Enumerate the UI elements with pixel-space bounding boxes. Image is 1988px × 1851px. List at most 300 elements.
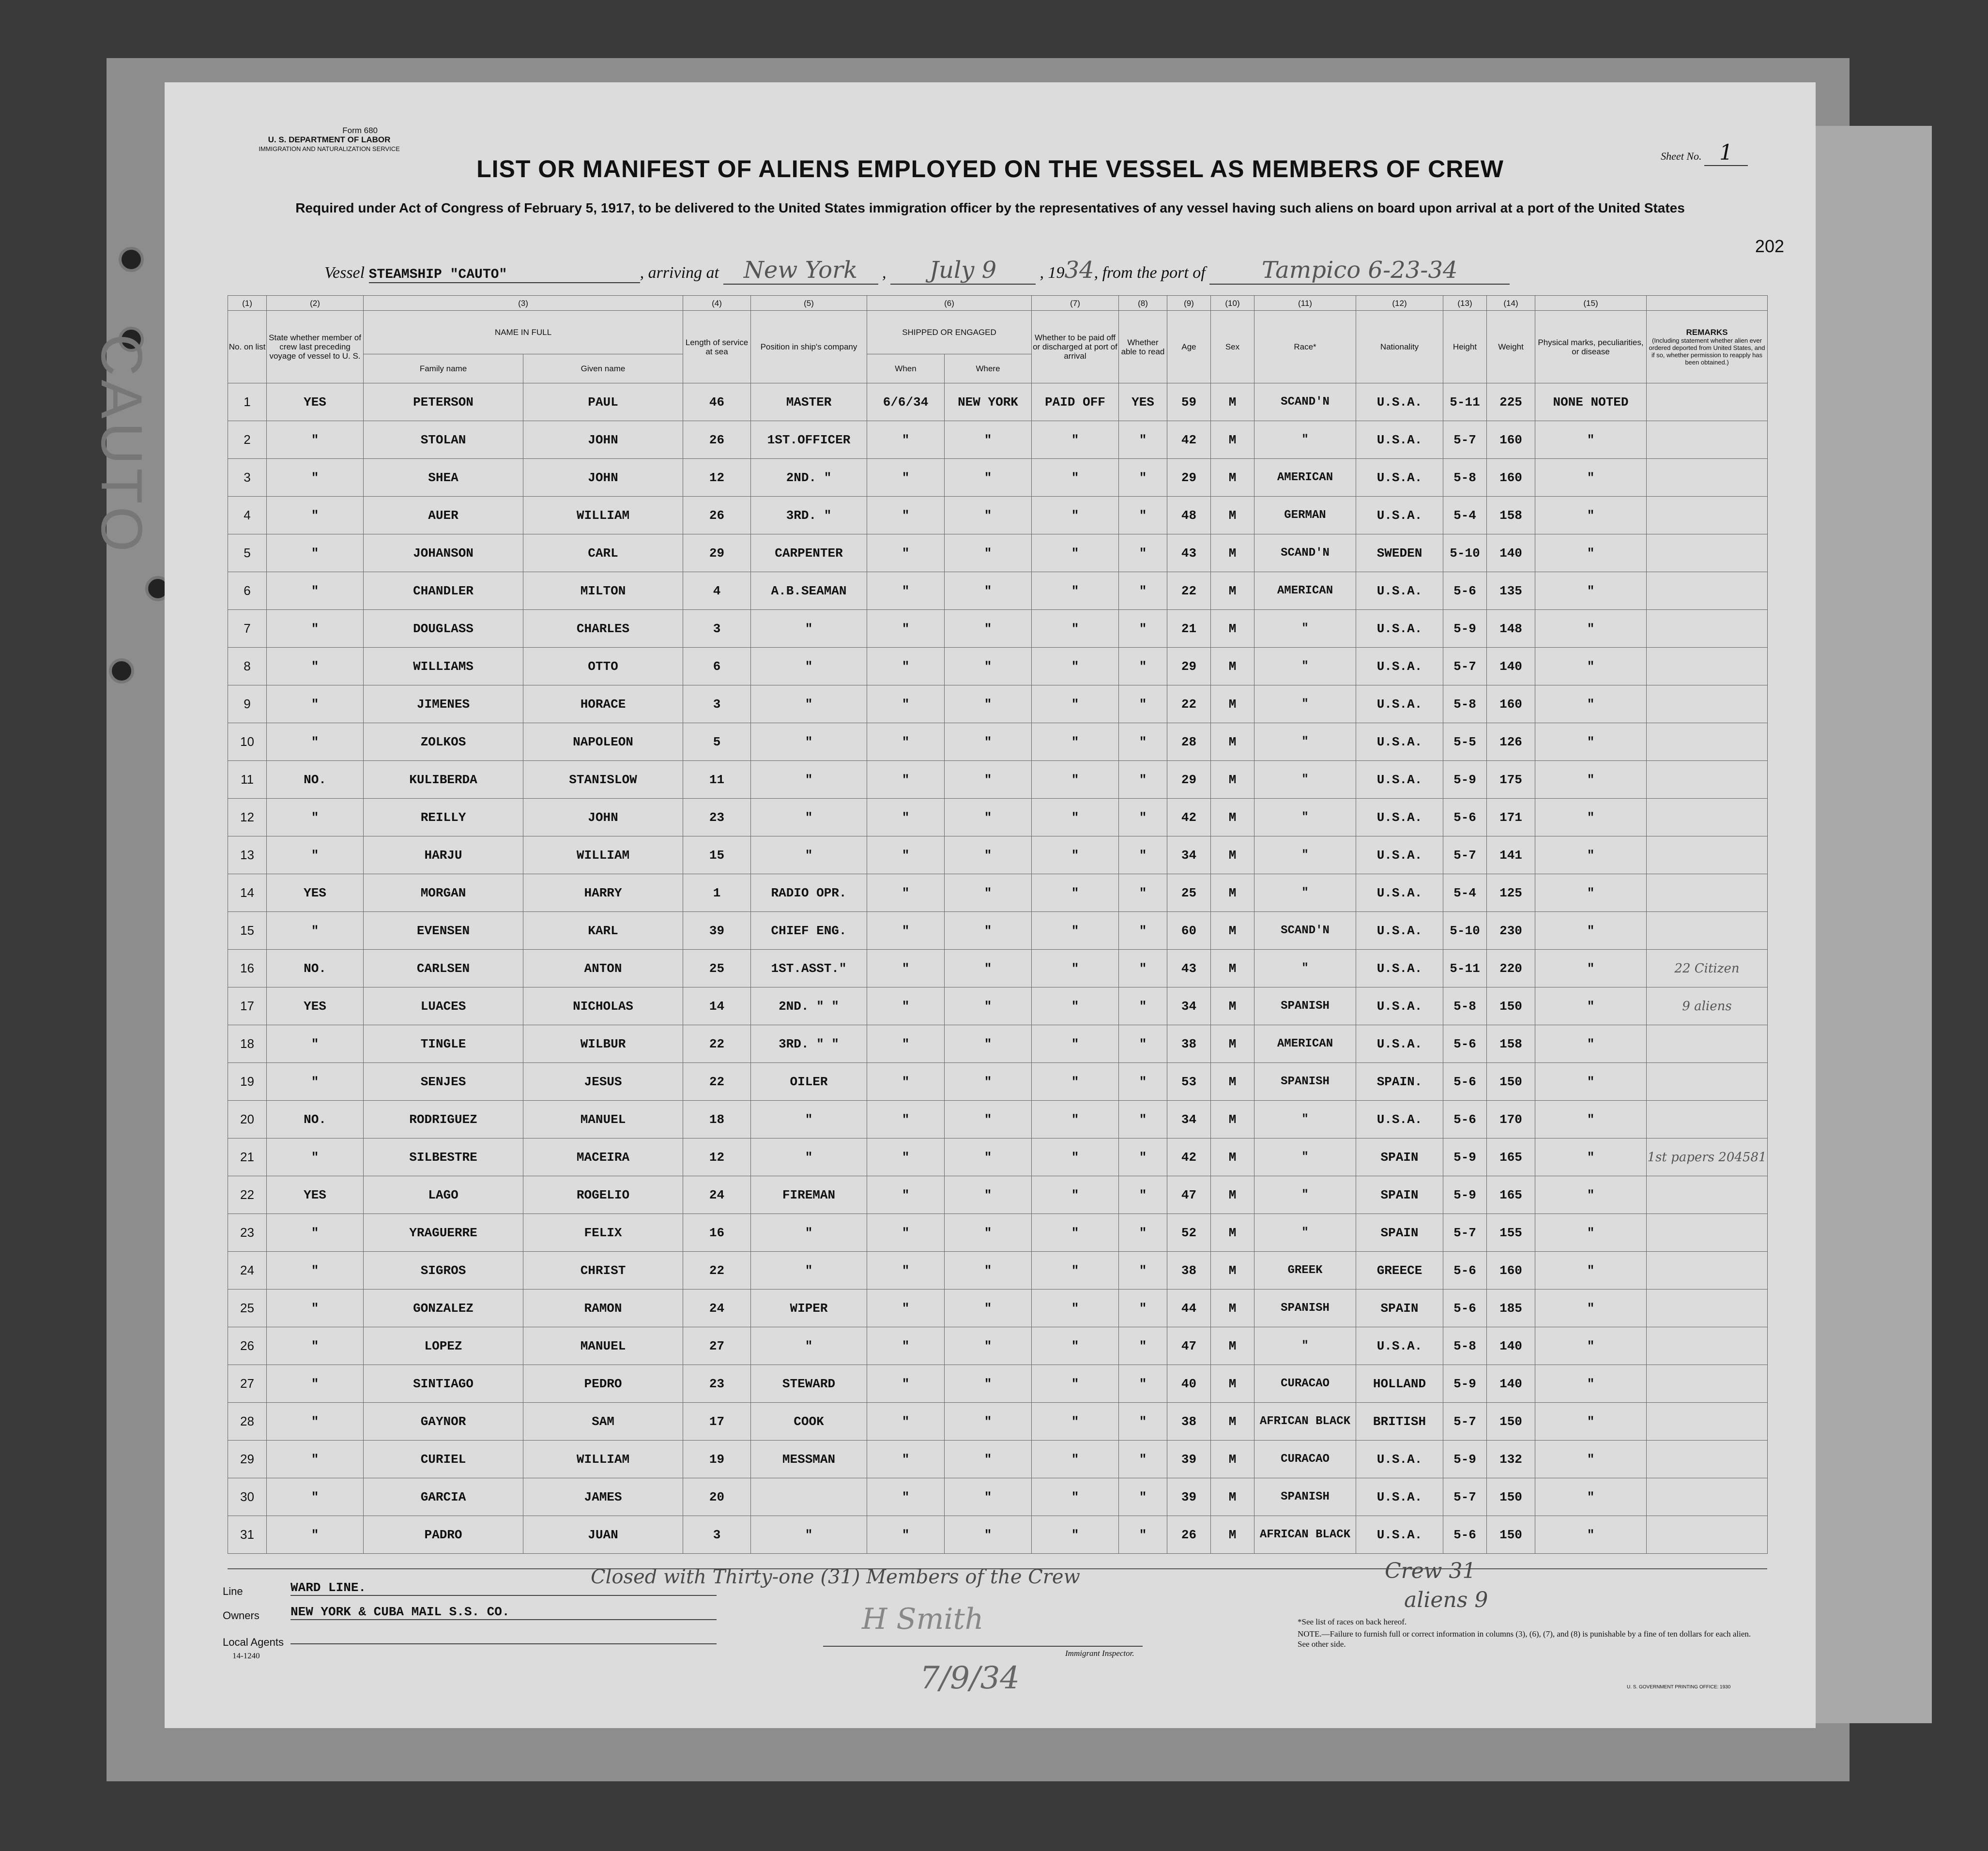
cell-race: " xyxy=(1254,1214,1356,1252)
cell-prev: " xyxy=(267,1441,364,1478)
manifest-page xyxy=(89,82,1816,1728)
cell-prev: " xyxy=(267,1290,364,1327)
cell-no: 10 xyxy=(228,723,267,761)
cell-sex: M xyxy=(1211,836,1254,874)
cell-height: 5-7 xyxy=(1443,1214,1487,1252)
cell-sex: M xyxy=(1211,1025,1254,1063)
cell-family: STOLAN xyxy=(364,421,523,459)
line-label: Line xyxy=(223,1585,243,1597)
table-row xyxy=(228,572,1768,610)
cell-remarks xyxy=(1647,497,1768,534)
cell-race: " xyxy=(1254,723,1356,761)
cell-weight: 158 xyxy=(1487,1025,1535,1063)
sheet-label: Sheet No. xyxy=(1661,150,1702,162)
cell-prev: " xyxy=(267,1403,364,1441)
cell-where: " xyxy=(945,874,1032,912)
cell-no: 13 xyxy=(228,836,267,874)
cell-remarks xyxy=(1647,685,1768,723)
cell-weight: 160 xyxy=(1487,1252,1535,1290)
colnum: (5) xyxy=(751,296,867,311)
cell-height: 5-10 xyxy=(1443,912,1487,950)
cell-height: 5-9 xyxy=(1443,1176,1487,1214)
form-code: 14-1240 xyxy=(232,1651,260,1660)
cell-nat: U.S.A. xyxy=(1356,459,1443,497)
cell-when: " xyxy=(867,1252,945,1290)
cell-when: " xyxy=(867,761,945,799)
cell-marks: " xyxy=(1535,761,1647,799)
cell-age: 38 xyxy=(1167,1403,1211,1441)
cell-weight: 125 xyxy=(1487,874,1535,912)
cell-position: " xyxy=(751,610,867,648)
cell-when: " xyxy=(867,1478,945,1516)
cell-remarks xyxy=(1647,459,1768,497)
cell-weight: 150 xyxy=(1487,1063,1535,1101)
cell-race: SCAND'N xyxy=(1254,534,1356,572)
cell-service: 24 xyxy=(683,1176,751,1214)
cell-age: 42 xyxy=(1167,421,1211,459)
cell-read: " xyxy=(1119,836,1167,874)
cell-age: 52 xyxy=(1167,1214,1211,1252)
cell-where: " xyxy=(945,1441,1032,1478)
table-row xyxy=(228,912,1768,950)
cell-nat: U.S.A. xyxy=(1356,572,1443,610)
cell-weight: 171 xyxy=(1487,799,1535,836)
header-paid-off: Whether to be paid off or discharged at port of arrival xyxy=(1032,311,1119,383)
cell-service: 22 xyxy=(683,1063,751,1101)
cell-given: MILTON xyxy=(523,572,683,610)
cell-age: 39 xyxy=(1167,1478,1211,1516)
vessel-name: STEAMSHIP "CAUTO" xyxy=(369,267,640,283)
cell-height: 5-11 xyxy=(1443,950,1487,987)
cell-height: 5-8 xyxy=(1443,987,1487,1025)
cell-service: 22 xyxy=(683,1252,751,1290)
cell-where: " xyxy=(945,1290,1032,1327)
cell-when: " xyxy=(867,799,945,836)
cell-when: " xyxy=(867,1365,945,1403)
cell-where: " xyxy=(945,1403,1032,1441)
cell-no: 14 xyxy=(228,874,267,912)
cell-family: PETERSON xyxy=(364,383,523,421)
cell-weight: 160 xyxy=(1487,459,1535,497)
cell-read: " xyxy=(1119,1478,1167,1516)
cell-family: WILLIAMS xyxy=(364,648,523,685)
cell-position: 2ND. " xyxy=(751,459,867,497)
cell-remarks xyxy=(1647,421,1768,459)
header-when: When xyxy=(867,354,945,383)
cell-paid: " xyxy=(1032,459,1119,497)
cell-read: " xyxy=(1119,912,1167,950)
cell-service: 4 xyxy=(683,572,751,610)
vessel-label: Vessel xyxy=(324,264,365,282)
cell-no: 16 xyxy=(228,950,267,987)
cell-height: 5-6 xyxy=(1443,799,1487,836)
cell-sex: M xyxy=(1211,1403,1254,1441)
cell-position: " xyxy=(751,1214,867,1252)
cell-race: AMERICAN xyxy=(1254,459,1356,497)
header-where: Where xyxy=(945,354,1032,383)
cell-given: MANUEL xyxy=(523,1327,683,1365)
cell-given: STANISLOW xyxy=(523,761,683,799)
cell-marks: " xyxy=(1535,648,1647,685)
cell-paid: " xyxy=(1032,1290,1119,1327)
cell-no: 28 xyxy=(228,1403,267,1441)
cell-given: FELIX xyxy=(523,1214,683,1252)
cell-marks: " xyxy=(1535,1063,1647,1101)
cell-prev: YES xyxy=(267,1176,364,1214)
cell-sex: M xyxy=(1211,1290,1254,1327)
cell-family: CURIEL xyxy=(364,1441,523,1478)
cell-sex: M xyxy=(1211,1101,1254,1138)
cell-marks: " xyxy=(1535,1516,1647,1554)
table-row xyxy=(228,1176,1768,1214)
cell-marks: " xyxy=(1535,723,1647,761)
table-row xyxy=(228,723,1768,761)
table-row xyxy=(228,383,1768,421)
cell-paid: " xyxy=(1032,685,1119,723)
cell-height: 5-5 xyxy=(1443,723,1487,761)
cell-read: " xyxy=(1119,1290,1167,1327)
cell-read: " xyxy=(1119,1516,1167,1554)
cell-given: ANTON xyxy=(523,950,683,987)
cell-prev: NO. xyxy=(267,761,364,799)
sheet-value: 1 xyxy=(1704,140,1748,166)
cell-read: " xyxy=(1119,950,1167,987)
header-race: Race* xyxy=(1254,311,1356,383)
table-row xyxy=(228,874,1768,912)
cell-remarks xyxy=(1647,761,1768,799)
arriving-label: , arriving at xyxy=(640,264,719,282)
header-service: Length of service at sea xyxy=(683,311,751,383)
cell-marks: " xyxy=(1535,685,1647,723)
cell-no: 20 xyxy=(228,1101,267,1138)
cell-where: " xyxy=(945,534,1032,572)
header-marks: Physical marks, peculiarities, or disease xyxy=(1535,311,1647,383)
colnum: (4) xyxy=(683,296,751,311)
cell-no: 2 xyxy=(228,421,267,459)
cell-when: " xyxy=(867,950,945,987)
cell-given: JOHN xyxy=(523,799,683,836)
cell-sex: M xyxy=(1211,685,1254,723)
cell-no: 31 xyxy=(228,1516,267,1554)
stamp-number: 202 xyxy=(1755,236,1784,256)
cell-where: " xyxy=(945,459,1032,497)
cell-no: 3 xyxy=(228,459,267,497)
from-label: , from the port of xyxy=(1094,264,1206,282)
cell-paid: " xyxy=(1032,421,1119,459)
cell-family: AUER xyxy=(364,497,523,534)
cell-age: 22 xyxy=(1167,572,1211,610)
cell-height: 5-4 xyxy=(1443,874,1487,912)
cell-given: WILLIAM xyxy=(523,836,683,874)
cell-position: " xyxy=(751,685,867,723)
cell-read: " xyxy=(1119,1403,1167,1441)
cell-service: 15 xyxy=(683,836,751,874)
cell-when: " xyxy=(867,1441,945,1478)
cell-nat: SPAIN xyxy=(1356,1138,1443,1176)
cell-paid: " xyxy=(1032,1101,1119,1138)
cell-race: CURACAO xyxy=(1254,1365,1356,1403)
cell-height: 5-6 xyxy=(1443,1101,1487,1138)
cell-when: 6/6/34 xyxy=(867,383,945,421)
colnum xyxy=(1647,296,1768,311)
cell-height: 5-10 xyxy=(1443,534,1487,572)
cell-read: " xyxy=(1119,497,1167,534)
cell-given: JUAN xyxy=(523,1516,683,1554)
cell-read: " xyxy=(1119,761,1167,799)
cell-read: " xyxy=(1119,685,1167,723)
cell-given: JAMES xyxy=(523,1478,683,1516)
remarks-title: REMARKS xyxy=(1686,328,1728,337)
line-value: WARD LINE. xyxy=(291,1580,717,1596)
column-number-row xyxy=(228,296,1768,311)
cell-sex: M xyxy=(1211,459,1254,497)
header-read: Whether able to read xyxy=(1119,311,1167,383)
cell-paid: " xyxy=(1032,648,1119,685)
cell-position: 3RD. " " xyxy=(751,1025,867,1063)
cell-age: 53 xyxy=(1167,1063,1211,1101)
cell-marks: " xyxy=(1535,1403,1647,1441)
cell-weight: 126 xyxy=(1487,723,1535,761)
cell-read: " xyxy=(1119,1138,1167,1176)
cell-service: 39 xyxy=(683,912,751,950)
cell-age: 29 xyxy=(1167,761,1211,799)
cell-paid: " xyxy=(1032,1365,1119,1403)
cell-remarks xyxy=(1647,874,1768,912)
cell-where: " xyxy=(945,950,1032,987)
cell-read: " xyxy=(1119,1176,1167,1214)
cell-prev: " xyxy=(267,836,364,874)
cell-given: JESUS xyxy=(523,1063,683,1101)
cell-given: HORACE xyxy=(523,685,683,723)
cell-height: 5-6 xyxy=(1443,1516,1487,1554)
cell-height: 5-9 xyxy=(1443,610,1487,648)
cell-when: " xyxy=(867,1327,945,1365)
cell-height: 5-6 xyxy=(1443,1063,1487,1101)
cell-family: EVENSEN xyxy=(364,912,523,950)
cell-position: 1ST.ASST." xyxy=(751,950,867,987)
printer-imprint: U. S. GOVERNMENT PRINTING OFFICE: 1930 xyxy=(1627,1684,1731,1690)
table-row xyxy=(228,836,1768,874)
cell-service: 46 xyxy=(683,383,751,421)
cell-sex: M xyxy=(1211,421,1254,459)
cell-read: " xyxy=(1119,1063,1167,1101)
cell-service: 3 xyxy=(683,610,751,648)
cell-service: 27 xyxy=(683,1327,751,1365)
cell-prev: " xyxy=(267,1327,364,1365)
cell-age: 42 xyxy=(1167,1138,1211,1176)
cell-paid: " xyxy=(1032,912,1119,950)
cell-nat: U.S.A. xyxy=(1356,421,1443,459)
cell-nat: SPAIN xyxy=(1356,1176,1443,1214)
cell-where: " xyxy=(945,610,1032,648)
cell-family: YRAGUERRE xyxy=(364,1214,523,1252)
table-row xyxy=(228,1441,1768,1478)
cell-when: " xyxy=(867,685,945,723)
cell-age: 34 xyxy=(1167,987,1211,1025)
cell-marks: " xyxy=(1535,836,1647,874)
cell-nat: HOLLAND xyxy=(1356,1365,1443,1403)
table-row xyxy=(228,459,1768,497)
cell-age: 34 xyxy=(1167,1101,1211,1138)
table-row xyxy=(228,950,1768,987)
cell-service: 23 xyxy=(683,1365,751,1403)
cell-weight: 160 xyxy=(1487,685,1535,723)
cell-position: " xyxy=(751,761,867,799)
cell-service: 24 xyxy=(683,1290,751,1327)
crew-manifest-table xyxy=(228,295,1768,1554)
cell-given: WILLIAM xyxy=(523,497,683,534)
cell-age: 44 xyxy=(1167,1290,1211,1327)
cell-marks: " xyxy=(1535,1441,1647,1478)
cell-family: SIGROS xyxy=(364,1252,523,1290)
cell-age: 43 xyxy=(1167,534,1211,572)
cell-family: MORGAN xyxy=(364,874,523,912)
cell-service: 3 xyxy=(683,685,751,723)
cell-race: " xyxy=(1254,648,1356,685)
arriving-port: New York xyxy=(723,257,878,285)
cell-paid: " xyxy=(1032,610,1119,648)
cell-paid: " xyxy=(1032,1403,1119,1441)
cell-where: " xyxy=(945,1138,1032,1176)
cell-sex: M xyxy=(1211,1138,1254,1176)
cell-remarks: 22 Citizen xyxy=(1647,950,1768,987)
cell-marks: " xyxy=(1535,1214,1647,1252)
cell-race: " xyxy=(1254,761,1356,799)
cell-position: " xyxy=(751,1327,867,1365)
cell-given: MANUEL xyxy=(523,1101,683,1138)
table-row xyxy=(228,497,1768,534)
header-family-name: Family name xyxy=(364,354,523,383)
cell-race: " xyxy=(1254,1176,1356,1214)
cell-read: " xyxy=(1119,874,1167,912)
cell-remarks xyxy=(1647,1063,1768,1101)
cell-nat: SPAIN xyxy=(1356,1290,1443,1327)
cell-family: RODRIGUEZ xyxy=(364,1101,523,1138)
cell-given: CARL xyxy=(523,534,683,572)
cell-marks: " xyxy=(1535,799,1647,836)
department-name: U. S. DEPARTMENT OF LABOR xyxy=(268,135,391,144)
cell-read: " xyxy=(1119,1101,1167,1138)
cell-marks: " xyxy=(1535,987,1647,1025)
cell-paid: " xyxy=(1032,987,1119,1025)
cell-marks: " xyxy=(1535,534,1647,572)
cell-given: RAMON xyxy=(523,1290,683,1327)
cell-service: 17 xyxy=(683,1403,751,1441)
cell-marks: " xyxy=(1535,1327,1647,1365)
cell-service: 16 xyxy=(683,1214,751,1252)
cell-height: 5-9 xyxy=(1443,1138,1487,1176)
cell-race: " xyxy=(1254,1327,1356,1365)
cell-service: 12 xyxy=(683,459,751,497)
cell-nat: SPAIN xyxy=(1356,1214,1443,1252)
cell-remarks xyxy=(1647,723,1768,761)
cell-when: " xyxy=(867,1516,945,1554)
cell-height: 5-8 xyxy=(1443,459,1487,497)
cell-read: YES xyxy=(1119,383,1167,421)
cell-read: " xyxy=(1119,799,1167,836)
cell-weight: 140 xyxy=(1487,1365,1535,1403)
cell-no: 22 xyxy=(228,1176,267,1214)
cell-paid: " xyxy=(1032,761,1119,799)
cell-no: 11 xyxy=(228,761,267,799)
cell-position: 2ND. " " xyxy=(751,987,867,1025)
race-note: *See list of races on back hereof. xyxy=(1298,1617,1407,1626)
cell-position: " xyxy=(751,1516,867,1554)
cell-sex: M xyxy=(1211,1252,1254,1290)
header-row-1 xyxy=(228,311,1768,354)
cell-race: GREEK xyxy=(1254,1252,1356,1290)
cell-position: " xyxy=(751,723,867,761)
cell-nat: U.S.A. xyxy=(1356,723,1443,761)
cell-given: OTTO xyxy=(523,648,683,685)
cell-given: NICHOLAS xyxy=(523,987,683,1025)
colnum: (8) xyxy=(1119,296,1167,311)
cell-service: 19 xyxy=(683,1441,751,1478)
cell-when: " xyxy=(867,421,945,459)
cell-race: " xyxy=(1254,950,1356,987)
cell-weight: 148 xyxy=(1487,610,1535,648)
colnum: (7) xyxy=(1032,296,1119,311)
cell-nat: U.S.A. xyxy=(1356,383,1443,421)
cell-sex: M xyxy=(1211,723,1254,761)
crew-note: Crew 31 xyxy=(1385,1559,1476,1583)
cell-family: GARCIA xyxy=(364,1478,523,1516)
cell-service: 22 xyxy=(683,1025,751,1063)
cell-height: 5-8 xyxy=(1443,685,1487,723)
cell-read: " xyxy=(1119,534,1167,572)
cell-height: 5-7 xyxy=(1443,1478,1487,1516)
cell-position xyxy=(751,1478,867,1516)
cell-position: 3RD. " xyxy=(751,497,867,534)
cell-height: 5-9 xyxy=(1443,1365,1487,1403)
cell-weight: 132 xyxy=(1487,1441,1535,1478)
inspector-signature: H Smith xyxy=(862,1602,984,1636)
form-number: Form 680 xyxy=(342,126,378,135)
cell-family: KULIBERDA xyxy=(364,761,523,799)
cell-sex: M xyxy=(1211,1441,1254,1478)
cell-sex: M xyxy=(1211,497,1254,534)
cell-height: 5-7 xyxy=(1443,1403,1487,1441)
cell-family: SHEA xyxy=(364,459,523,497)
side-stamp: CAUTO xyxy=(89,334,154,556)
cell-position: MESSMAN xyxy=(751,1441,867,1478)
cell-age: 26 xyxy=(1167,1516,1211,1554)
cell-family: REILLY xyxy=(364,799,523,836)
cell-sex: M xyxy=(1211,987,1254,1025)
cell-service: 14 xyxy=(683,987,751,1025)
cell-nat: U.S.A. xyxy=(1356,950,1443,987)
cell-no: 19 xyxy=(228,1063,267,1101)
cell-prev: " xyxy=(267,497,364,534)
cell-given: SAM xyxy=(523,1403,683,1441)
cell-weight: 175 xyxy=(1487,761,1535,799)
cell-no: 15 xyxy=(228,912,267,950)
cell-race: AMERICAN xyxy=(1254,572,1356,610)
cell-weight: 150 xyxy=(1487,987,1535,1025)
cell-remarks xyxy=(1647,1327,1768,1365)
cell-given: PAUL xyxy=(523,383,683,421)
header-remarks xyxy=(1647,311,1768,383)
cell-where: NEW YORK xyxy=(945,383,1032,421)
cell-remarks xyxy=(1647,610,1768,648)
cell-family: LUACES xyxy=(364,987,523,1025)
cell-weight: 220 xyxy=(1487,950,1535,987)
cell-where: " xyxy=(945,572,1032,610)
cell-family: GONZALEZ xyxy=(364,1290,523,1327)
cell-marks: " xyxy=(1535,912,1647,950)
cell-prev: " xyxy=(267,1252,364,1290)
cell-when: " xyxy=(867,1403,945,1441)
